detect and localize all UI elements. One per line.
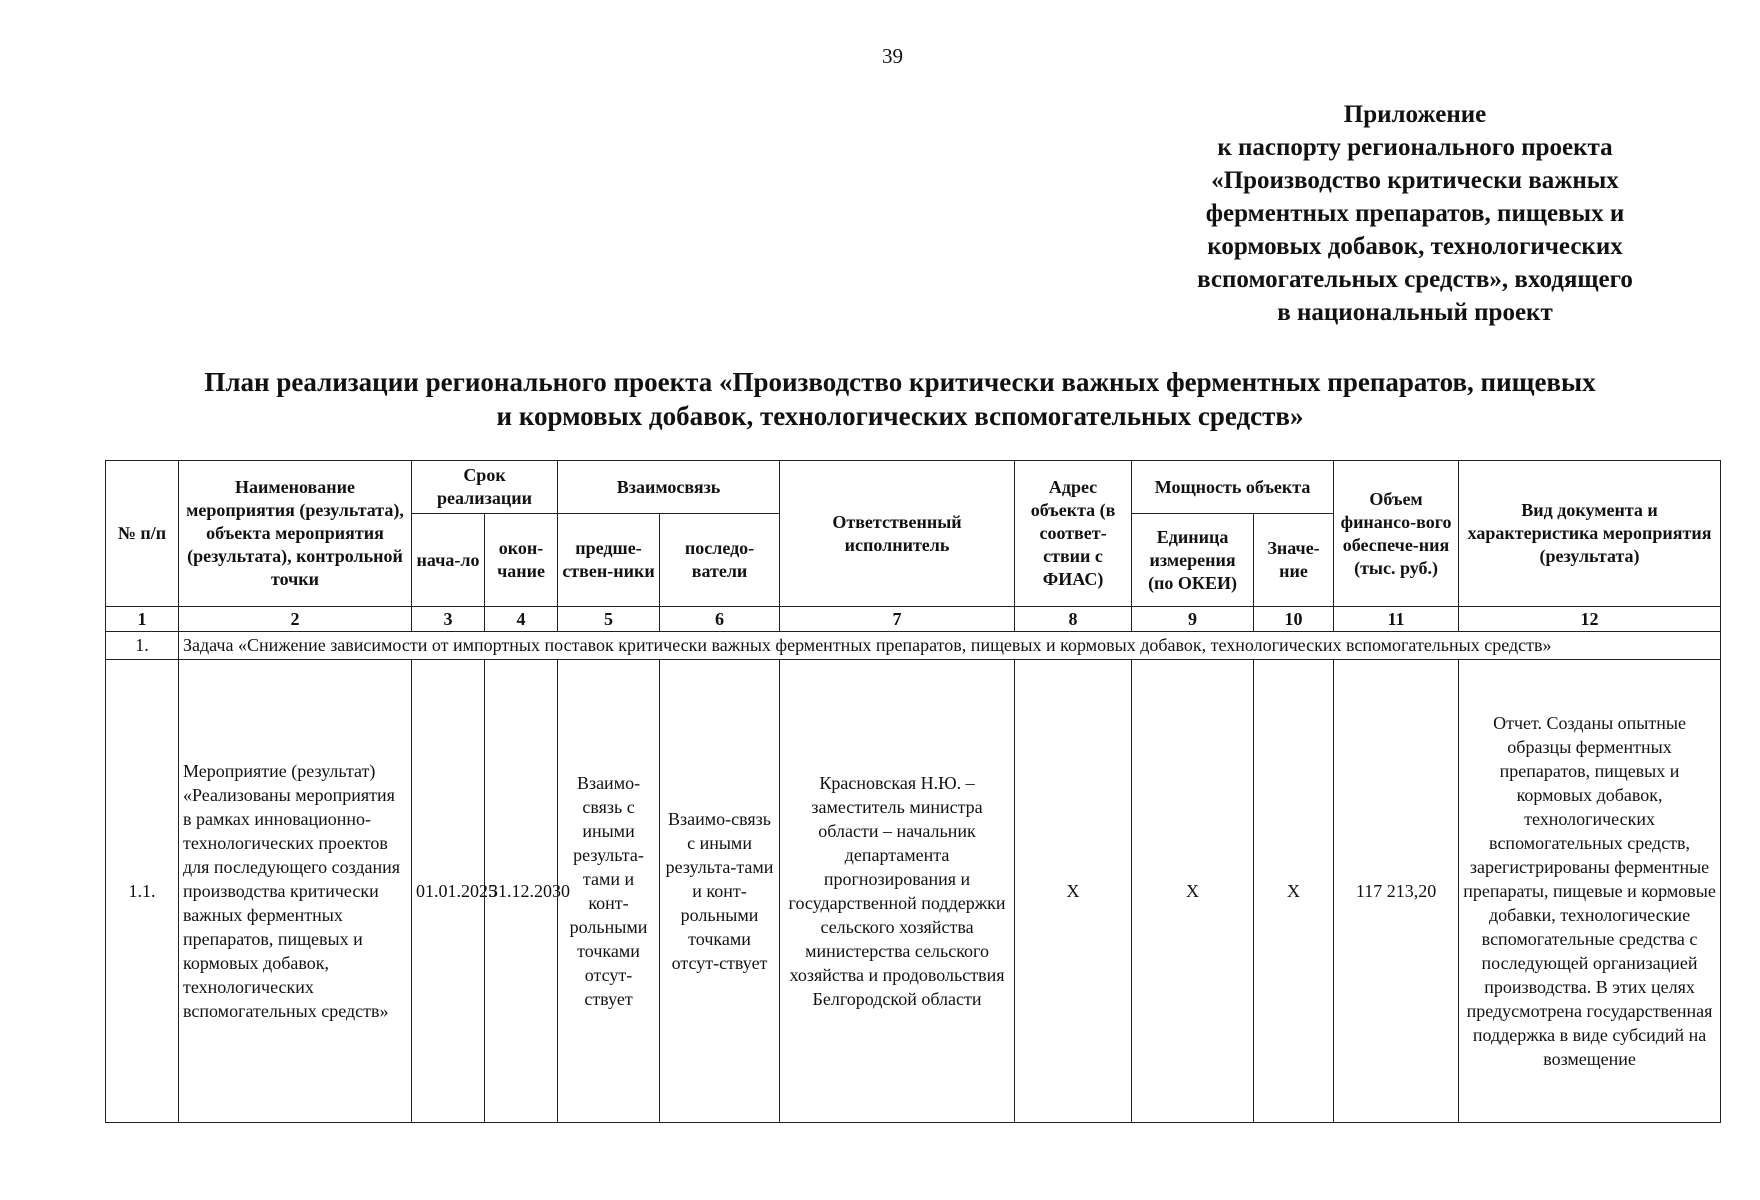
column-index: 8 — [1015, 607, 1132, 632]
appendix-line: Приложение — [1343, 101, 1487, 128]
header-predecessors: предше-ствен-ники — [558, 514, 660, 607]
column-index: 2 — [179, 607, 412, 632]
row-address: Х — [1015, 660, 1132, 1123]
column-index: 1 — [106, 607, 179, 632]
column-index: 6 — [660, 607, 780, 632]
column-index: 3 — [412, 607, 485, 632]
column-index: 7 — [780, 607, 1015, 632]
appendix-line: «Производство критически важных — [1211, 167, 1619, 194]
header-responsible: Ответственный исполнитель — [780, 461, 1015, 607]
column-index: 11 — [1334, 607, 1459, 632]
appendix-line: к паспорту регионального проекта — [1217, 134, 1613, 161]
header-num: № п/п — [106, 461, 179, 607]
appendix-heading — [1155, 98, 1675, 329]
header-capacity: Мощность объекта — [1132, 461, 1334, 514]
header-name: Наименование мероприятия (результата), объекта мероприятия (результата), контрольной точки — [179, 461, 412, 607]
task-row — [106, 632, 1721, 660]
header-value: Значе-ние — [1254, 514, 1334, 607]
column-index: 10 — [1254, 607, 1334, 632]
row-successors: Взаимо-связь с иными результа-тами и конт-рольными точками отсут-ствует — [660, 660, 780, 1123]
plan-title-line: и кормовых добавок, технологических вспомогательных средств» — [496, 401, 1304, 431]
appendix-line: вспомогательных средств», входящего — [1197, 266, 1633, 293]
column-index: 5 — [558, 607, 660, 632]
page-number: 39 — [882, 44, 903, 68]
row-name: Мероприятие (результат) «Реализованы мероприятия в рамках инновационно-технологических проектов для последующего создания производства критически важных ферментных препаратов, пищевых и кормовых добавок, технологических вспомогательных средств» — [179, 660, 412, 1123]
row-unit: Х — [1132, 660, 1254, 1123]
column-index: 4 — [485, 607, 558, 632]
header-funding: Объем финансо-вого обеспече-ния (тыс. руб.) — [1334, 461, 1459, 607]
column-index: 9 — [1132, 607, 1254, 632]
header-relation: Взаимосвязь — [558, 461, 780, 514]
header-successors: последо-ватели — [660, 514, 780, 607]
table-row — [106, 660, 1721, 1123]
row-value: Х — [1254, 660, 1334, 1123]
header-unit: Единица измерения (по ОКЕИ) — [1132, 514, 1254, 607]
appendix-line: кормовых добавок, технологических — [1207, 233, 1623, 260]
appendix-line: в национальный проект — [1277, 299, 1553, 326]
task-text: Задача «Снижение зависимости от импортных поставок критически важных ферментных препаратов, пищевых и кормовых добавок, технологических вспомогательных средств» — [179, 632, 1721, 660]
column-index-row — [106, 607, 1721, 632]
header-address: Адрес объекта (в соответ-ствии с ФИАС) — [1015, 461, 1132, 607]
implementation-plan-table — [105, 460, 1721, 1123]
row-end-date: 31.12.2030 — [485, 660, 558, 1123]
header-term: Срок реализации — [412, 461, 558, 514]
row-funding: 117 213,20 — [1334, 660, 1459, 1123]
appendix-line: ферментных препаратов, пищевых и — [1205, 200, 1625, 227]
header-end: окон-чание — [485, 514, 558, 607]
row-start-date: 01.01.2025 — [412, 660, 485, 1123]
row-predecessors: Взаимо-связь с иными результа-тами и конт-рольными точками отсут-ствует — [558, 660, 660, 1123]
header-row-top — [106, 461, 1721, 514]
column-index: 12 — [1459, 607, 1721, 632]
plan-title-line: План реализации регионального проекта «Производство критически важных ферментных препаратов, пищевых — [204, 367, 1596, 397]
header-doc-type: Вид документа и характеристика мероприятия (результата) — [1459, 461, 1721, 607]
task-number: 1. — [106, 632, 179, 660]
header-start: нача-ло — [412, 514, 485, 607]
row-number: 1.1. — [106, 660, 179, 1123]
row-doc-type: Отчет. Созданы опытные образцы ферментных препаратов, пищевых и кормовых добавок, технологических вспомогательных средств, зарегистрированы ферментные препараты, пищевые и кормовые добавки, технологические вспомогательные средства с последующей организацией производства. В этих целях предусмотрена государственная поддержка в виде субсидий на возмещение — [1459, 660, 1721, 1123]
plan-title — [100, 365, 1700, 433]
row-responsible: Красновская Н.Ю. – заместитель министра области – начальник департамента прогнозирования и государственной поддержки сельского хозяйства министерства сельского хозяйства и продовольствия Белгородской области — [780, 660, 1015, 1123]
